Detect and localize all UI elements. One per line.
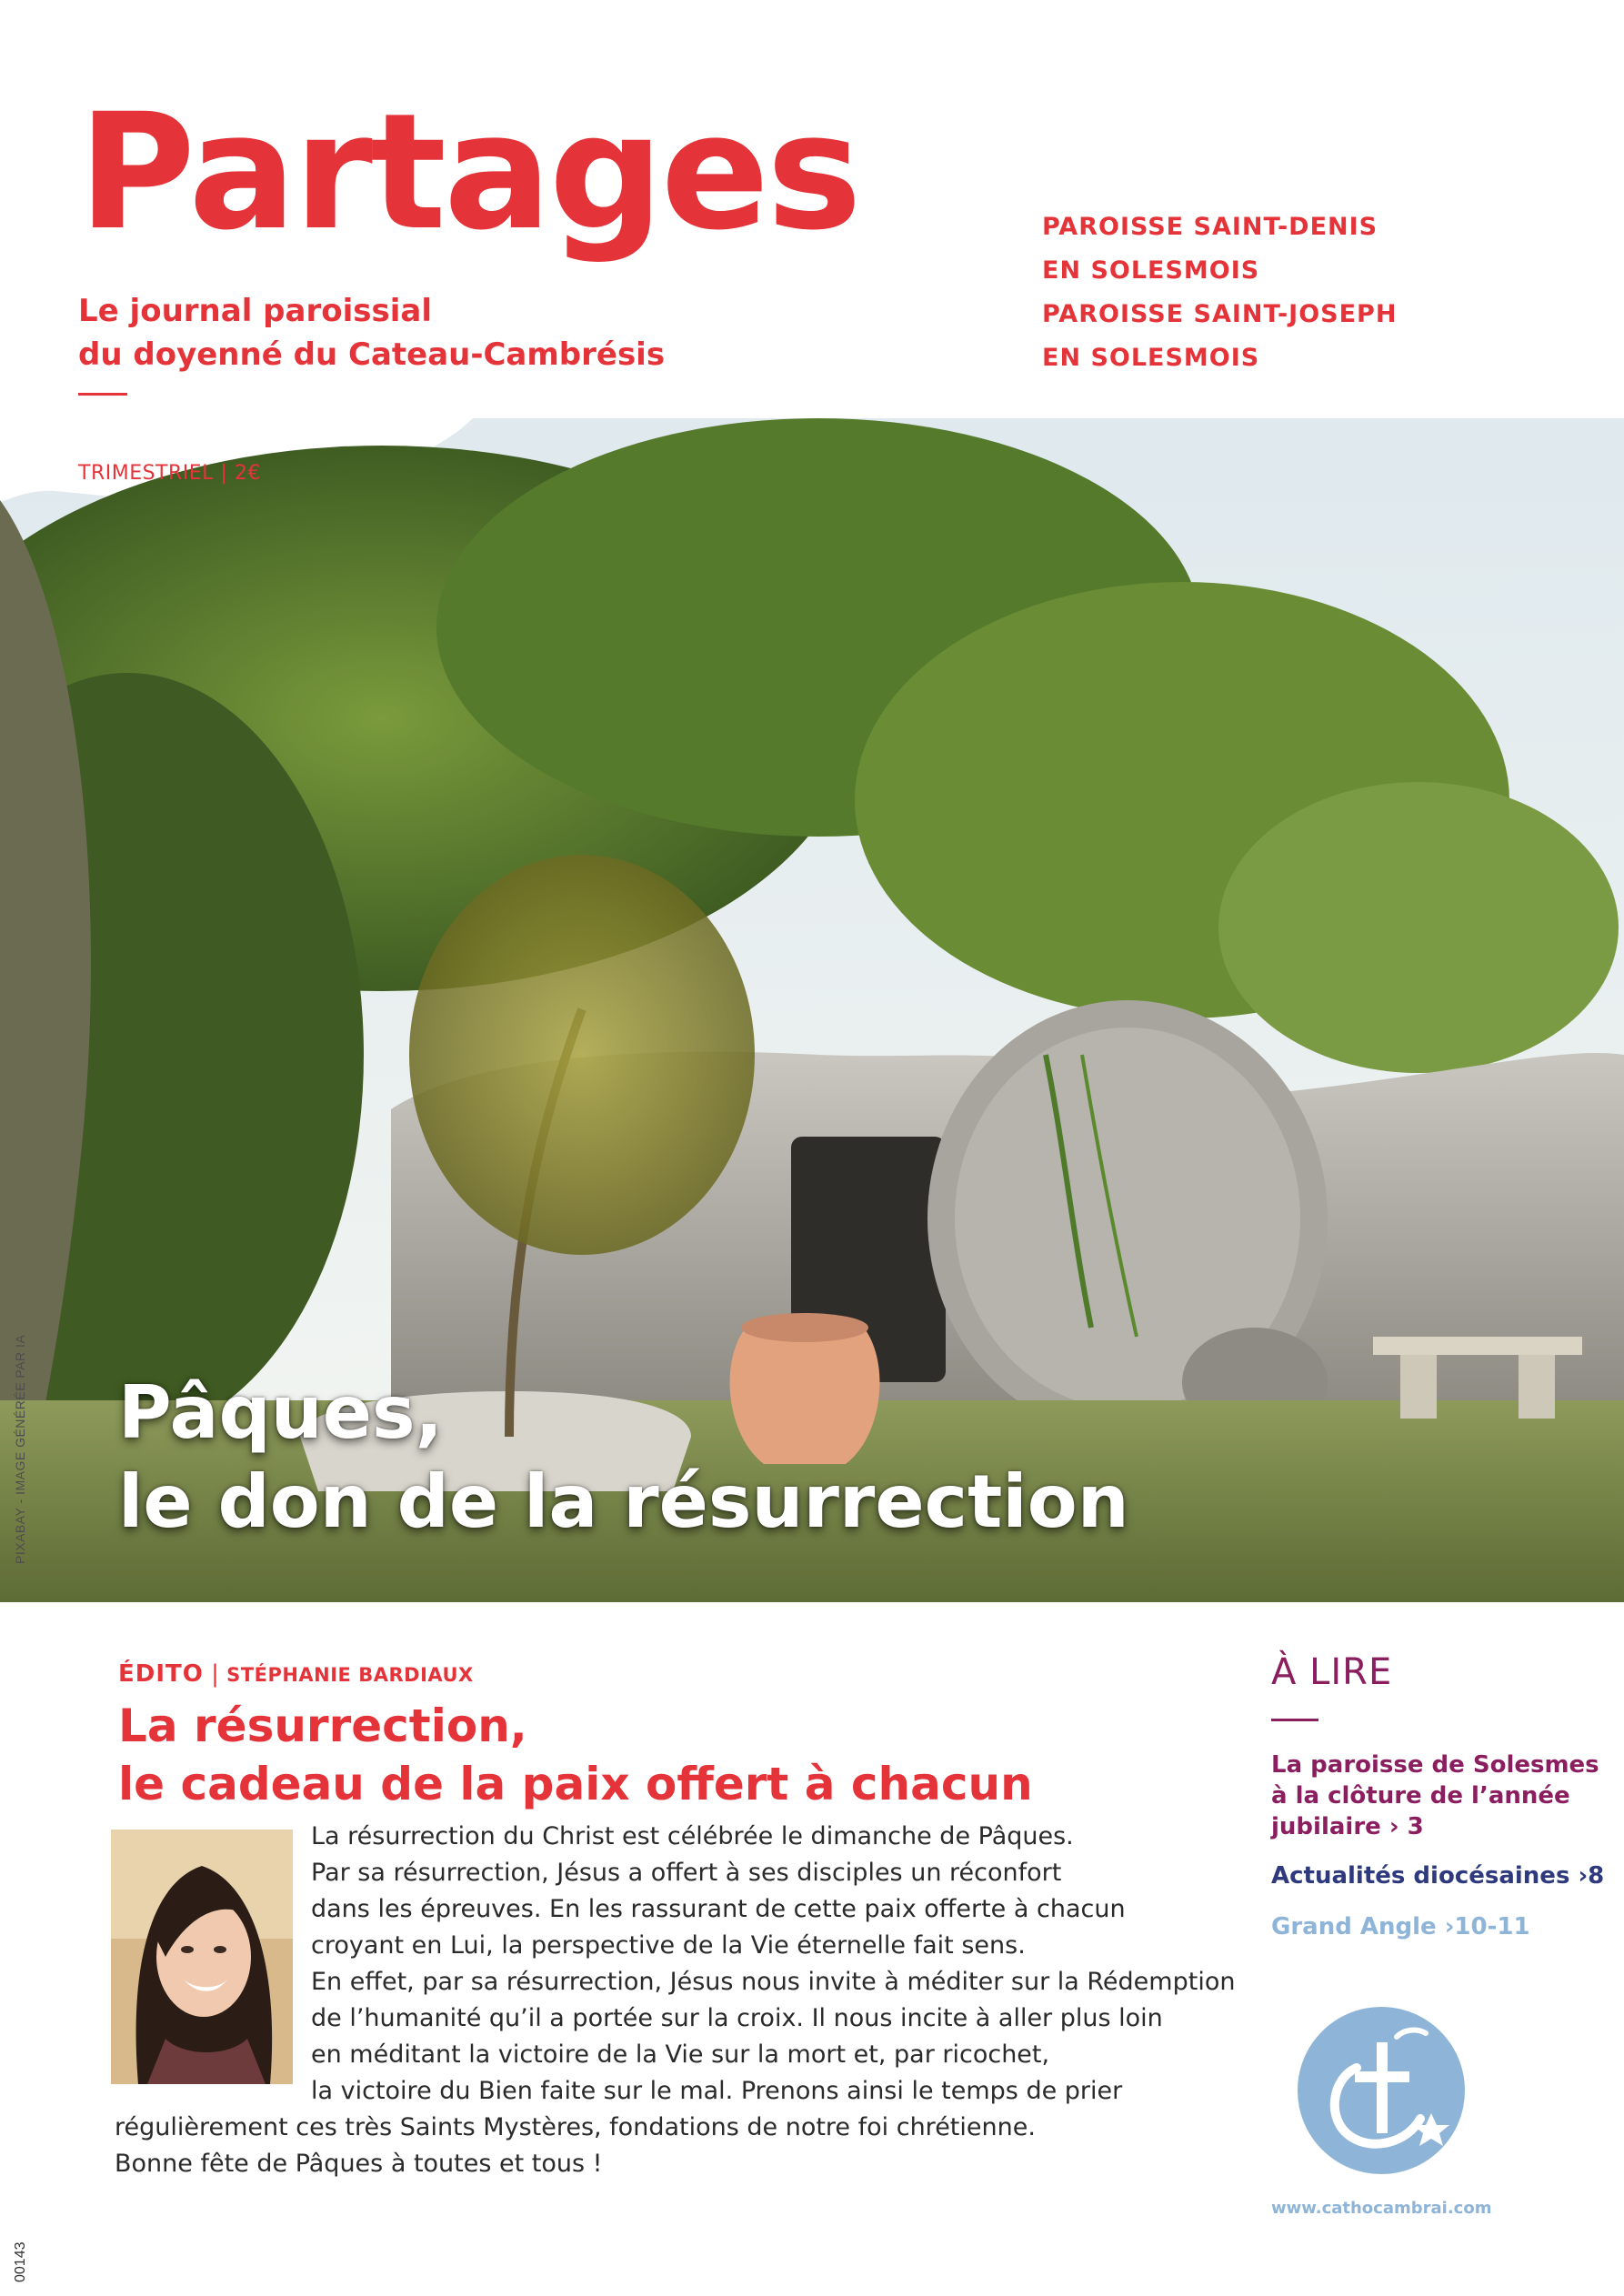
a-lire-link-paroisse[interactable] — [1271, 1750, 1599, 1842]
edito-title — [118, 1697, 1209, 1813]
subtitle-line-2: du doyenné du Cateau-Cambrésis — [78, 336, 666, 373]
a-lire-item1-line-2: à la clôture de l’année — [1271, 1782, 1570, 1810]
parish-1-line-1: PAROISSE SAINT-DENIS — [1042, 213, 1378, 241]
a-lire-link-grand-angle[interactable]: Grand Angle ›10-11 — [1271, 1913, 1530, 1940]
headline-line-1: Pâques, — [118, 1370, 443, 1455]
cross-logo-icon — [1295, 2004, 1468, 2177]
parish-1-line-2: EN SOLESMOIS — [1042, 256, 1260, 285]
edito-tag: ÉDITO — [118, 1660, 204, 1688]
edito-line-7: en méditant la victoire de la Vie sur la mort et, par ricochet, — [311, 2040, 1050, 2069]
edito-line-9: régulièrement ces très Saints Mystères, fondations de notre foi chrétienne. — [115, 2113, 1036, 2141]
a-lire-item1-line-1: La paroisse de Solesmes — [1271, 1751, 1599, 1779]
journal-subtitle — [78, 289, 665, 376]
masthead-divider — [78, 393, 127, 396]
edito-line-10: Bonne fête de Pâques à toutes et tous ! — [115, 2150, 603, 2178]
edito-author: STÉPHANIE BARDIAUX — [226, 1664, 474, 1686]
portrait-illustration — [111, 1830, 293, 2084]
diocese-logo — [1295, 2004, 1468, 2177]
cover-headline — [118, 1369, 1129, 1547]
parish-2-line-1: PAROISSE SAINT-JOSEPH — [1042, 300, 1398, 328]
edito-line-1: La résurrection du Christ est célébrée le dimanche de Pâques. — [311, 1822, 1074, 1850]
edito-title-line-1: La résurrection, — [118, 1699, 527, 1752]
edito-line-3: dans les épreuves. En les rassurant de cette paix offerte à chacun — [311, 1895, 1126, 1923]
a-lire-divider — [1271, 1719, 1318, 1721]
parish-list — [1042, 206, 1397, 380]
subtitle-line-1: Le journal paroissial — [78, 293, 432, 329]
edito-title-line-2: le cadeau de la paix offert à chacun — [118, 1758, 1033, 1810]
edito-line-6: de l’humanité qu’il a portée sur la croix. Il nous incite à aller plus loin — [311, 2004, 1163, 2032]
journal-title: Partages — [78, 79, 859, 266]
edito-line-4: croyant en Lui, la perspective de la Vie éternelle fait sens. — [311, 1931, 1026, 1960]
author-portrait — [111, 1830, 293, 2084]
a-lire-link-actualites[interactable]: Actualités diocésaines ›8 — [1271, 1862, 1605, 1890]
edito-label — [118, 1660, 474, 1688]
edito-line-5: En effet, par sa résurrection, Jésus nous invite à méditer sur la Rédemption — [311, 1968, 1236, 1996]
a-lire-item1-line-3: jubilaire › 3 — [1271, 1813, 1424, 1840]
parish-2-line-2: EN SOLESMOIS — [1042, 344, 1260, 372]
frequency-price: TRIMESTRIEL | 2€ — [78, 462, 261, 485]
photo-credit: PIXABAY - IMAGE GÉNÉRÉE PAR IA — [13, 1334, 27, 1564]
issue-code: 00143 — [13, 2241, 28, 2282]
edito-line-2: Par sa résurrection, Jésus a offert à ses disciples un réconfort — [311, 1859, 1062, 1887]
edito-separator: | — [211, 1660, 219, 1688]
edito-line-8: la victoire du Bien faite sur le mal. Prenons ainsi le temps de prier — [311, 2077, 1123, 2105]
a-lire-heading: À LIRE — [1271, 1651, 1393, 1693]
headline-line-2: le don de la résurrection — [118, 1459, 1129, 1544]
website-link[interactable]: www.cathocambrai.com — [1271, 2199, 1492, 2218]
